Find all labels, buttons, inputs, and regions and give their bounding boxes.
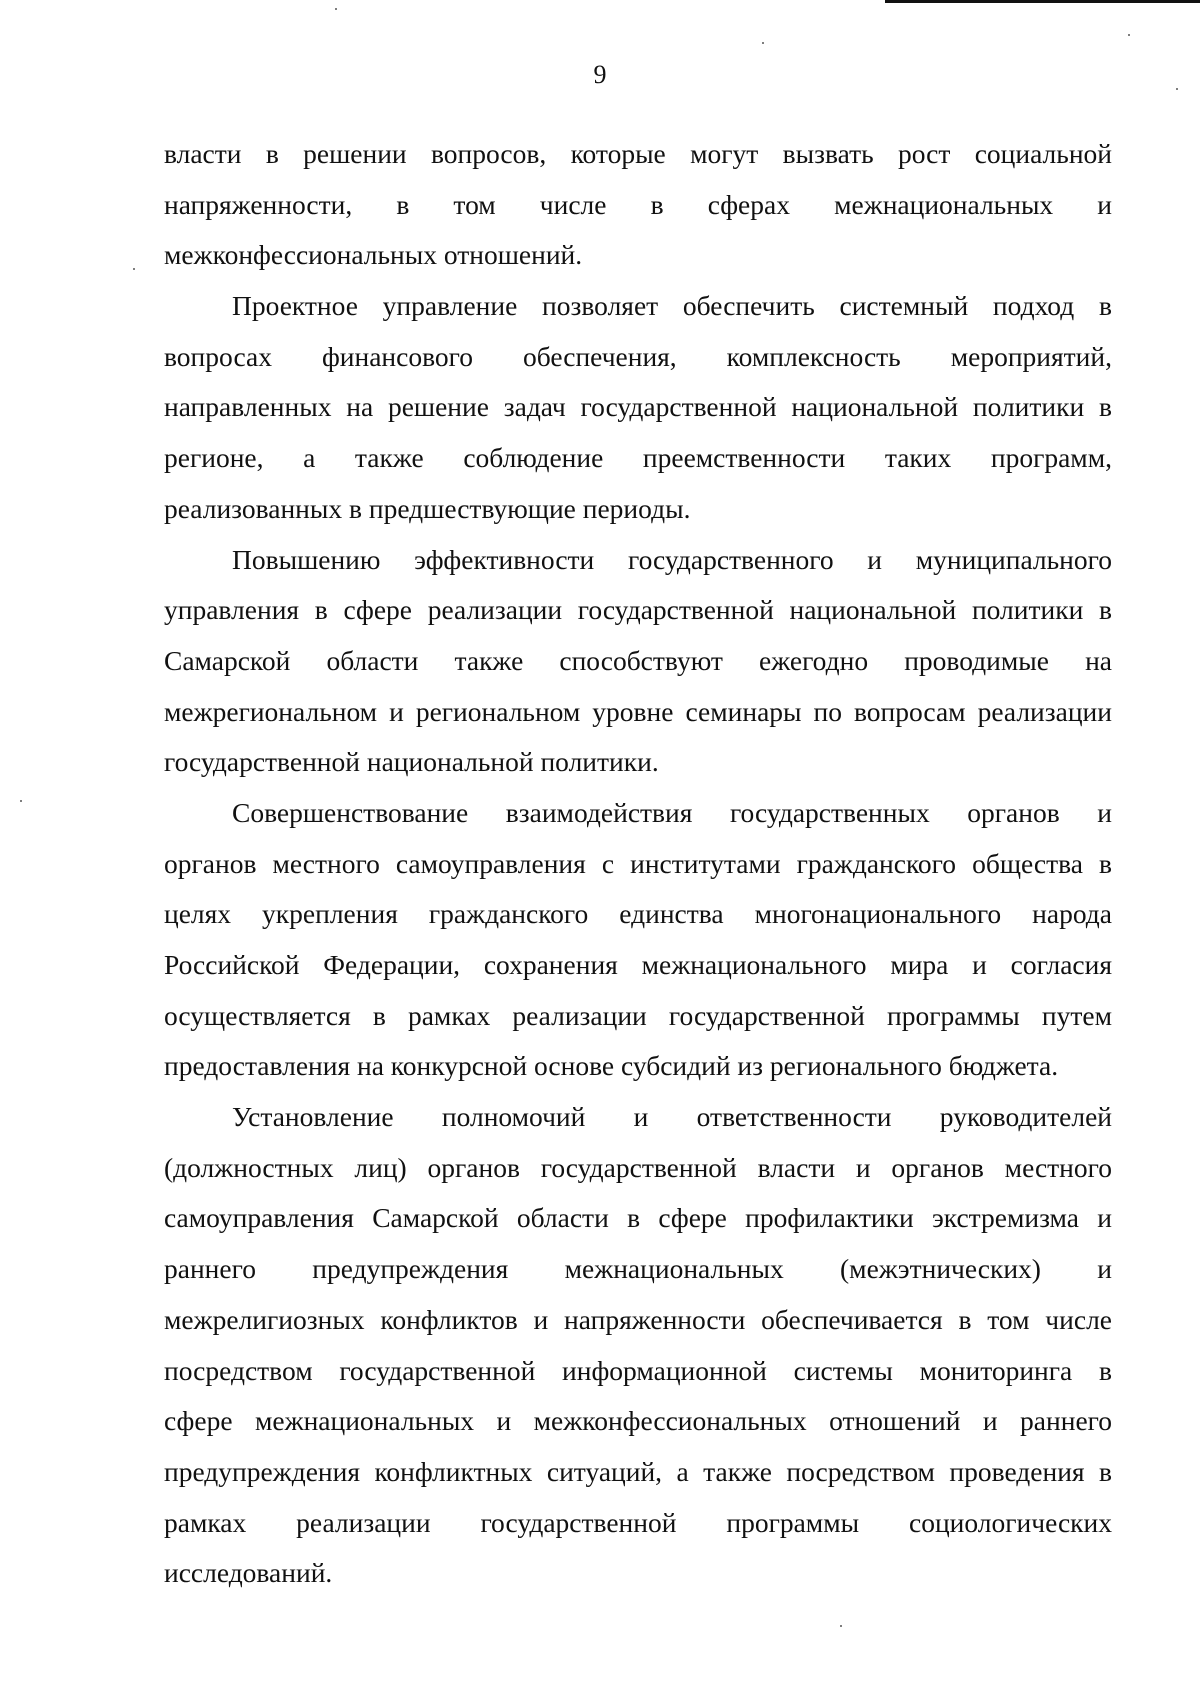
text-line: сфере межнациональных и межконфессиональных отношений и раннего: [164, 1405, 1112, 1437]
text-line: напряженности, в том числе в сферах межнациональных и: [164, 188, 1112, 220]
text-line: Установление полномочий и ответственности руководителей: [232, 1101, 1112, 1133]
scan-speck: [762, 42, 764, 44]
text-line: Российской Федерации, сохранения межнационального мира и согласия: [164, 949, 1112, 980]
text-line: самоуправления Самарской области в сфере профилактики экстремизма и: [164, 1202, 1112, 1234]
scan-speck: [840, 1625, 842, 1627]
text-line: Повышению эффективности государственного и муниципального: [232, 543, 1112, 575]
text-line: межрелигиозных конфликтов и напряженности обеспечивается в том числе: [164, 1303, 1112, 1335]
text-line: предупреждения конфликтных ситуаций, а также посредством проведения в: [164, 1455, 1112, 1487]
text-line: целях укрепления гражданского единства многонационального народа: [164, 898, 1112, 930]
text-line: власти в решении вопросов, которые могут вызвать рост социальной: [164, 138, 1112, 169]
paragraph: [164, 134, 1112, 286]
page-number: 9: [593, 60, 607, 89]
text-line: органов местного самоуправления с институтами гражданского общества в: [164, 847, 1112, 879]
scan-speck: [1128, 34, 1130, 36]
scan-speck: [335, 8, 337, 10]
text-line: Самарской области также способствуют ежегодно проводимые на: [164, 644, 1112, 676]
text-line: Совершенствование взаимодействия государственных органов и: [232, 796, 1112, 828]
scan-speck: [133, 268, 135, 270]
text-line: реализованных в предшествующие периоды.: [164, 492, 691, 524]
paragraph: [164, 1097, 1112, 1604]
scan-speck: [20, 800, 22, 802]
text-line: управления в сфере реализации государственной национальной политики в: [164, 594, 1112, 626]
text-line: межрегиональном и региональном уровне семинары по вопросам реализации: [164, 695, 1112, 727]
paragraph: [164, 540, 1112, 793]
paragraph: [164, 793, 1112, 1097]
text-line: предоставления на конкурсной основе субсидий из регионального бюджета.: [164, 1050, 1059, 1082]
text-line: осуществляется в рамках реализации государственной программы путем: [164, 999, 1112, 1031]
text-line: посредством государственной информационной системы мониторинга в: [164, 1354, 1112, 1386]
text-line: вопросах финансового обеспечения, комплексность мероприятий,: [164, 340, 1112, 372]
text-line: раннего предупреждения межнациональных (межэтнических) и: [164, 1253, 1112, 1285]
paragraph: [164, 286, 1112, 539]
text-line: исследований.: [164, 1557, 333, 1589]
text-line: межконфессиональных отношений.: [164, 239, 583, 271]
document-body: [164, 134, 1112, 1604]
text-line: (должностных лиц) органов государственной власти и органов местного: [164, 1151, 1112, 1183]
scan-edge-bar: [885, 0, 1200, 3]
text-line: направленных на решение задач государственной национальной политики в: [164, 391, 1112, 423]
text-line: регионе, а также соблюдение преемственности таких программ,: [164, 442, 1112, 474]
text-line: Проектное управление позволяет обеспечить системный подход в: [232, 290, 1112, 322]
text-line: рамках реализации государственной программы социологических: [164, 1506, 1112, 1538]
text-line: государственной национальной политики.: [164, 746, 659, 778]
